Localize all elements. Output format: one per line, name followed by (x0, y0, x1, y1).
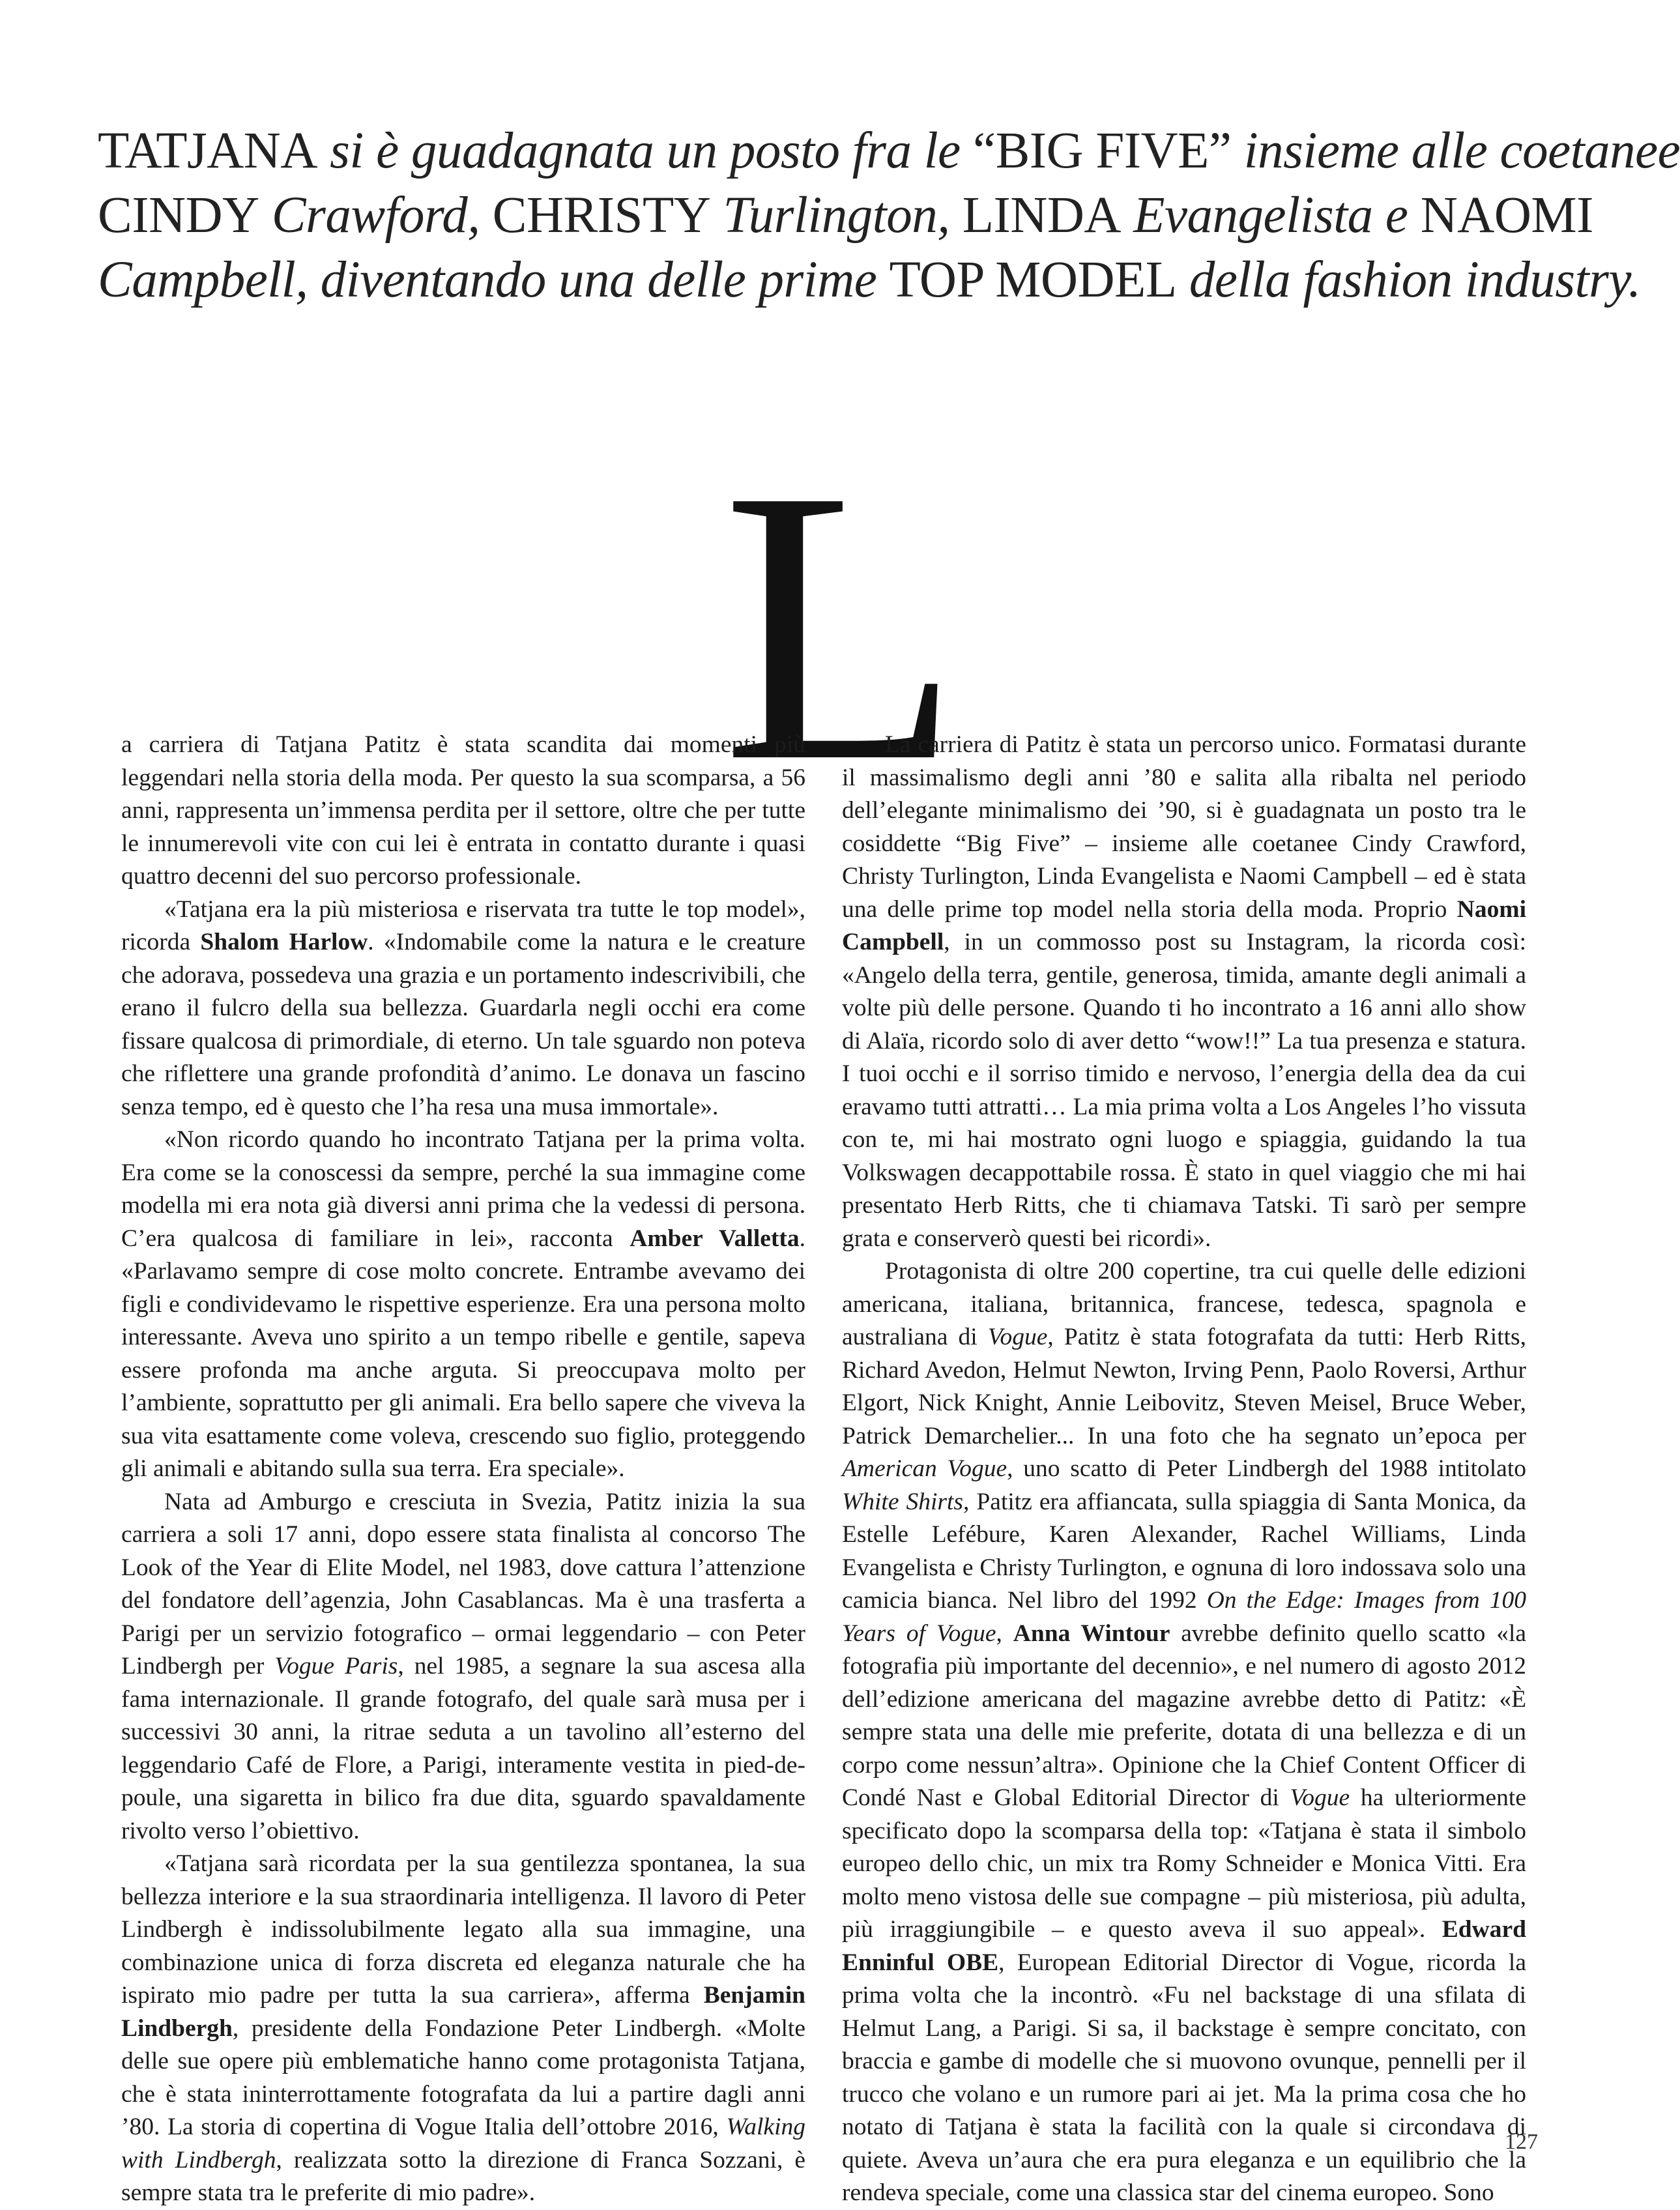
article-column-right (842, 729, 1526, 2210)
headline-name-christy: CHRISTY (480, 187, 711, 244)
paragraph-text: , Patitz era affiancata, sulla spiaggia di Santa Monica, da Estelle Lefébure, Karen Alexander, Rachel Williams, Linda Evangelista e Christy Turlington, e ognuna di loro indossava solo una camicia bianca. Nel libro del 1992 (842, 1488, 1526, 1614)
article-paragraph (842, 1255, 1526, 2210)
paragraph-text: «Tatjana era la più misteriosa e riservata tra tutte le top model», ricorda (121, 895, 805, 955)
person-name: Anna Wintour (1013, 1620, 1170, 1647)
article-paragraph (121, 1486, 805, 1848)
paragraph-text: avrebbe definito quello scatto «la fotografia più importante del decennio», e nel numero di agosto 2012 dell’edizione americana del magazine avrebbe detto di Patitz: «È sempre stata una delle mie preferite, dotata di una bellezza e di un corpo come nessun’altra». Opinione che la Chief Content Officer di Condé Nast e Global Editorial Director di (842, 1620, 1527, 1811)
paragraph-text: , nel 1985, a segnare la sua ascesa alla fama internazionale. Il grande fotografo, del quale sarà musa per i successivi 30 anni, la ritrae seduta a un tavolino all’esterno del leggendario Café de Flore, a Parigi, interamente vestita in pied-de-poule, una sigaretta in bilico fra due dita, sguardo spavaldamente rivolto verso l’obiettivo. (121, 1653, 805, 1844)
article-column-left (121, 729, 805, 2210)
headline-italic-text: insieme alle coetanee (1231, 123, 1680, 179)
article-paragraph (121, 1848, 805, 2210)
publication-title: Vogue (1290, 1784, 1350, 1811)
person-name: Naomi Campbell (842, 895, 1526, 955)
person-name: Benjamin Lindbergh (121, 1982, 805, 2042)
headline-name-tatjana: TATJANA (98, 123, 317, 179)
paragraph-text: a carriera di Tatjana Patitz è stata scandita dai momenti più leggendari nella storia della moda. Per questo la sua scomparsa, a 56 anni, rappresenta un’immensa perdita per il settore, oltre che per tutte le innumerevoli vite con cui lei è entrata in contatto durante i quasi quattro decenni del suo percorso professionale. (121, 731, 805, 890)
article-paragraph (121, 894, 805, 1124)
headline-top-model: TOP MODEL (889, 252, 1177, 308)
paragraph-text: , (996, 1620, 1013, 1647)
paragraph-text: , presidente della Fondazione Peter Lindbergh. «Molte delle sue opere più emblematiche hanno come protagonista Tatjana, che è stata ininterrottamente fotografata da lui a partire dagli anni ’80. La storia di copertina di Vogue Italia dell’ottobre 2016, (121, 2014, 805, 2140)
headline-italic-text: Turlington, (710, 187, 950, 244)
headline-big-five: “BIG FIVE” (973, 123, 1232, 179)
headline-italic-text: Evangelista e (1120, 187, 1408, 244)
paragraph-text: «Non ricordo quando ho incontrato Tatjana per la prima volta. Era come se la conoscessi da sempre, perché la sua immagine come modella mi era nota già diversi anni prima che la vedessi di persona. C’era qualcosa di familiare in lei», racconta (121, 1126, 805, 1252)
paragraph-text: . «Indomabile come la natura e le creature che adorava, possedeva una grazia e un portamento indescrivibili, che erano il fulcro della sua bellezza. Guardarla negli occhi era come fissare qualcosa di primordiale, di eterno. Un tale sguardo non poteva che riflettere una grande profondità d’animo. Le donava un fascino senza tempo, ed è questo che l’ha resa una musa immortale». (121, 929, 805, 1120)
headline-italic-text: Campbell, diventando una delle prime (98, 252, 890, 308)
headline-name-linda: LINDA (949, 187, 1121, 244)
article-paragraph (842, 729, 1526, 1255)
person-name: Amber Valletta (630, 1225, 800, 1252)
paragraph-text: , uno scatto di Peter Lindbergh del 1988 intitolato (1007, 1455, 1526, 1482)
article-paragraph (121, 729, 805, 894)
paragraph-text: Protagonista di oltre 200 copertine, tra cui quelle delle edizioni americana, italiana, britannica, francese, tedesca, spagnola e australiana di (842, 1258, 1526, 1350)
headline-name-cindy: CINDY (98, 187, 259, 244)
publication-title: Vogue Paris (274, 1653, 398, 1679)
paragraph-text: La carriera di Patitz è stata un percorso unico. Formatasi durante il massimalismo degli anni ’80 e salita alla ribalta nel periodo dell’elegante minimalismo dei ’90, si è guadagnata un posto tra le cosiddette “Big Five” – insieme alle coetanee Cindy Crawford, Christy Turlington, Linda Evangelista e Naomi Campbell – ed è stata una delle prime top model nella storia della moda. Proprio (842, 731, 1526, 923)
publication-title: On the Edge: Images from 100 Years of Vogue (842, 1587, 1526, 1647)
page-number: 127 (1505, 2130, 1538, 2154)
person-name: Shalom Harlow (200, 929, 368, 955)
paragraph-text: , European Editorial Director di Vogue, ricorda la prima volta che la incontrò. «Fu nel backstage di una sfilata di Helmut Lang, a Parigi. Si sa, il backstage è sempre concitato, con braccia e gambe di modelle che si muovono ovunque, pennelli per il trucco che volano e un rumore pari ai jet. Ma la prima cosa che ho notato di Tatjana è stata la facilità con la quale si circondava di quiete. Aveva un’aura che era pura eleganza e un equilibrio che la rendeva speciale, come una classica star del cinema europeo. Sono (842, 1949, 1526, 2206)
drop-cap: L (722, 409, 961, 842)
publication-title: American Vogue (842, 1455, 1007, 1482)
paragraph-text: Nata ad Amburgo e cresciuta in Svezia, Patitz inizia la sua carriera a soli 17 anni, dopo essere stata finalista al concorso The Look of the Year di Elite Model, nel 1983, dove cattura l’attenzione del fondatore dell’agenzia, John Casablancas. Ma è una trasferta a Parigi per un servizio fotografico – ormai leggendario – con Peter Lindbergh per (121, 1488, 805, 1679)
pull-quote-headline (98, 119, 1680, 312)
headline-line-3 (98, 248, 1641, 312)
publication-title: Walking with Lindbergh (121, 2114, 805, 2174)
paragraph-text: . «Parlavamo sempre di cose molto concrete. Entrambe avevamo dei figli e condividevamo le rispettive esperienze. Era una persona molto interessante. Aveva uno spirito a un tempo ribelle e gentile, sapeva essere profonda ma anche arguta. Si preoccupava molto per l’ambiente, soprattutto per gli animali. Era bello sapere che viveva la sua vita esattamente come voleva, crescendo suo figlio, proteggendo gli animali e abitando sulla sua terra. Era speciale». (121, 1225, 805, 1482)
paragraph-text: , in un commosso post su Instagram, la ricorda così: «Angelo della terra, gentile, generosa, timida, amante degli animali a volte più delle persone. Quando ti ho incontrato a 16 anni allo show di Alaïa, ricordo solo di aver detto “wow!!” La tua presenza e statura. I tuoi occhi e il sorriso timido e nervoso, l’energia della dea da cui eravamo tutti attratti… La mia prima volta a Los Angeles l’ho vissuta con te, mi hai mostrato ogni luogo e spiaggia, guidando la tua Volkswagen decappottabile rossa. È stato in quel viaggio che mi hai presentato Herb Ritts, che ti chiamava Tatski. Ti sarò per sempre grata e conserverò questi bei ricordi». (842, 929, 1526, 1252)
headline-line-2 (98, 183, 1593, 248)
paragraph-text: , realizzata sotto la direzione di Franca Sozzani, è sempre stata tra le preferite di mio padre». (121, 2146, 805, 2206)
publication-title: Vogue (987, 1324, 1048, 1350)
publication-title: White Shirts (842, 1488, 964, 1515)
paragraph-text: «Tatjana sarà ricordata per la sua gentilezza spontanea, la sua bellezza interiore e la sua straordinaria intelligenza. Il lavoro di Peter Lindbergh è indissolubilmente legato alla sua immagine, una combinazione unica di forza discreta ed eleganza naturale che ha ispirato mio padre per tutta la sua carriera», afferma (121, 1850, 805, 2009)
person-name: Edward Enninful OBE (842, 1916, 1526, 1976)
article-paragraph (121, 1124, 805, 1486)
headline-italic-text: si è guadagnata un posto fra le (317, 123, 973, 179)
paragraph-text: ha ulteriormente specificato dopo la scomparsa della top: «Tatjana è stata il simbolo europeo dello chic, un mix tra Romy Schneider e Monica Vitti. Era molto meno vistosa delle sue compagne – più misteriosa, più adulta, più irraggiungibile – e questo aveva il suo appeal». (842, 1784, 1526, 1943)
headline-italic-text: della fashion industry. (1176, 252, 1641, 308)
headline-line-1 (98, 119, 1680, 183)
headline-name-naomi: NAOMI (1408, 187, 1593, 244)
paragraph-text: , Patitz è stata fotografata da tutti: Herb Ritts, Richard Avedon, Helmut Newton, Irving Penn, Paolo Roversi, Arthur Elgort, Nick Knight, Annie Leibovitz, Steven Meisel, Bruce Weber, Patrick Demarchelier... In una foto che ha segnato un’epoca per (842, 1324, 1527, 1449)
headline-italic-text: Crawford, (259, 187, 480, 244)
